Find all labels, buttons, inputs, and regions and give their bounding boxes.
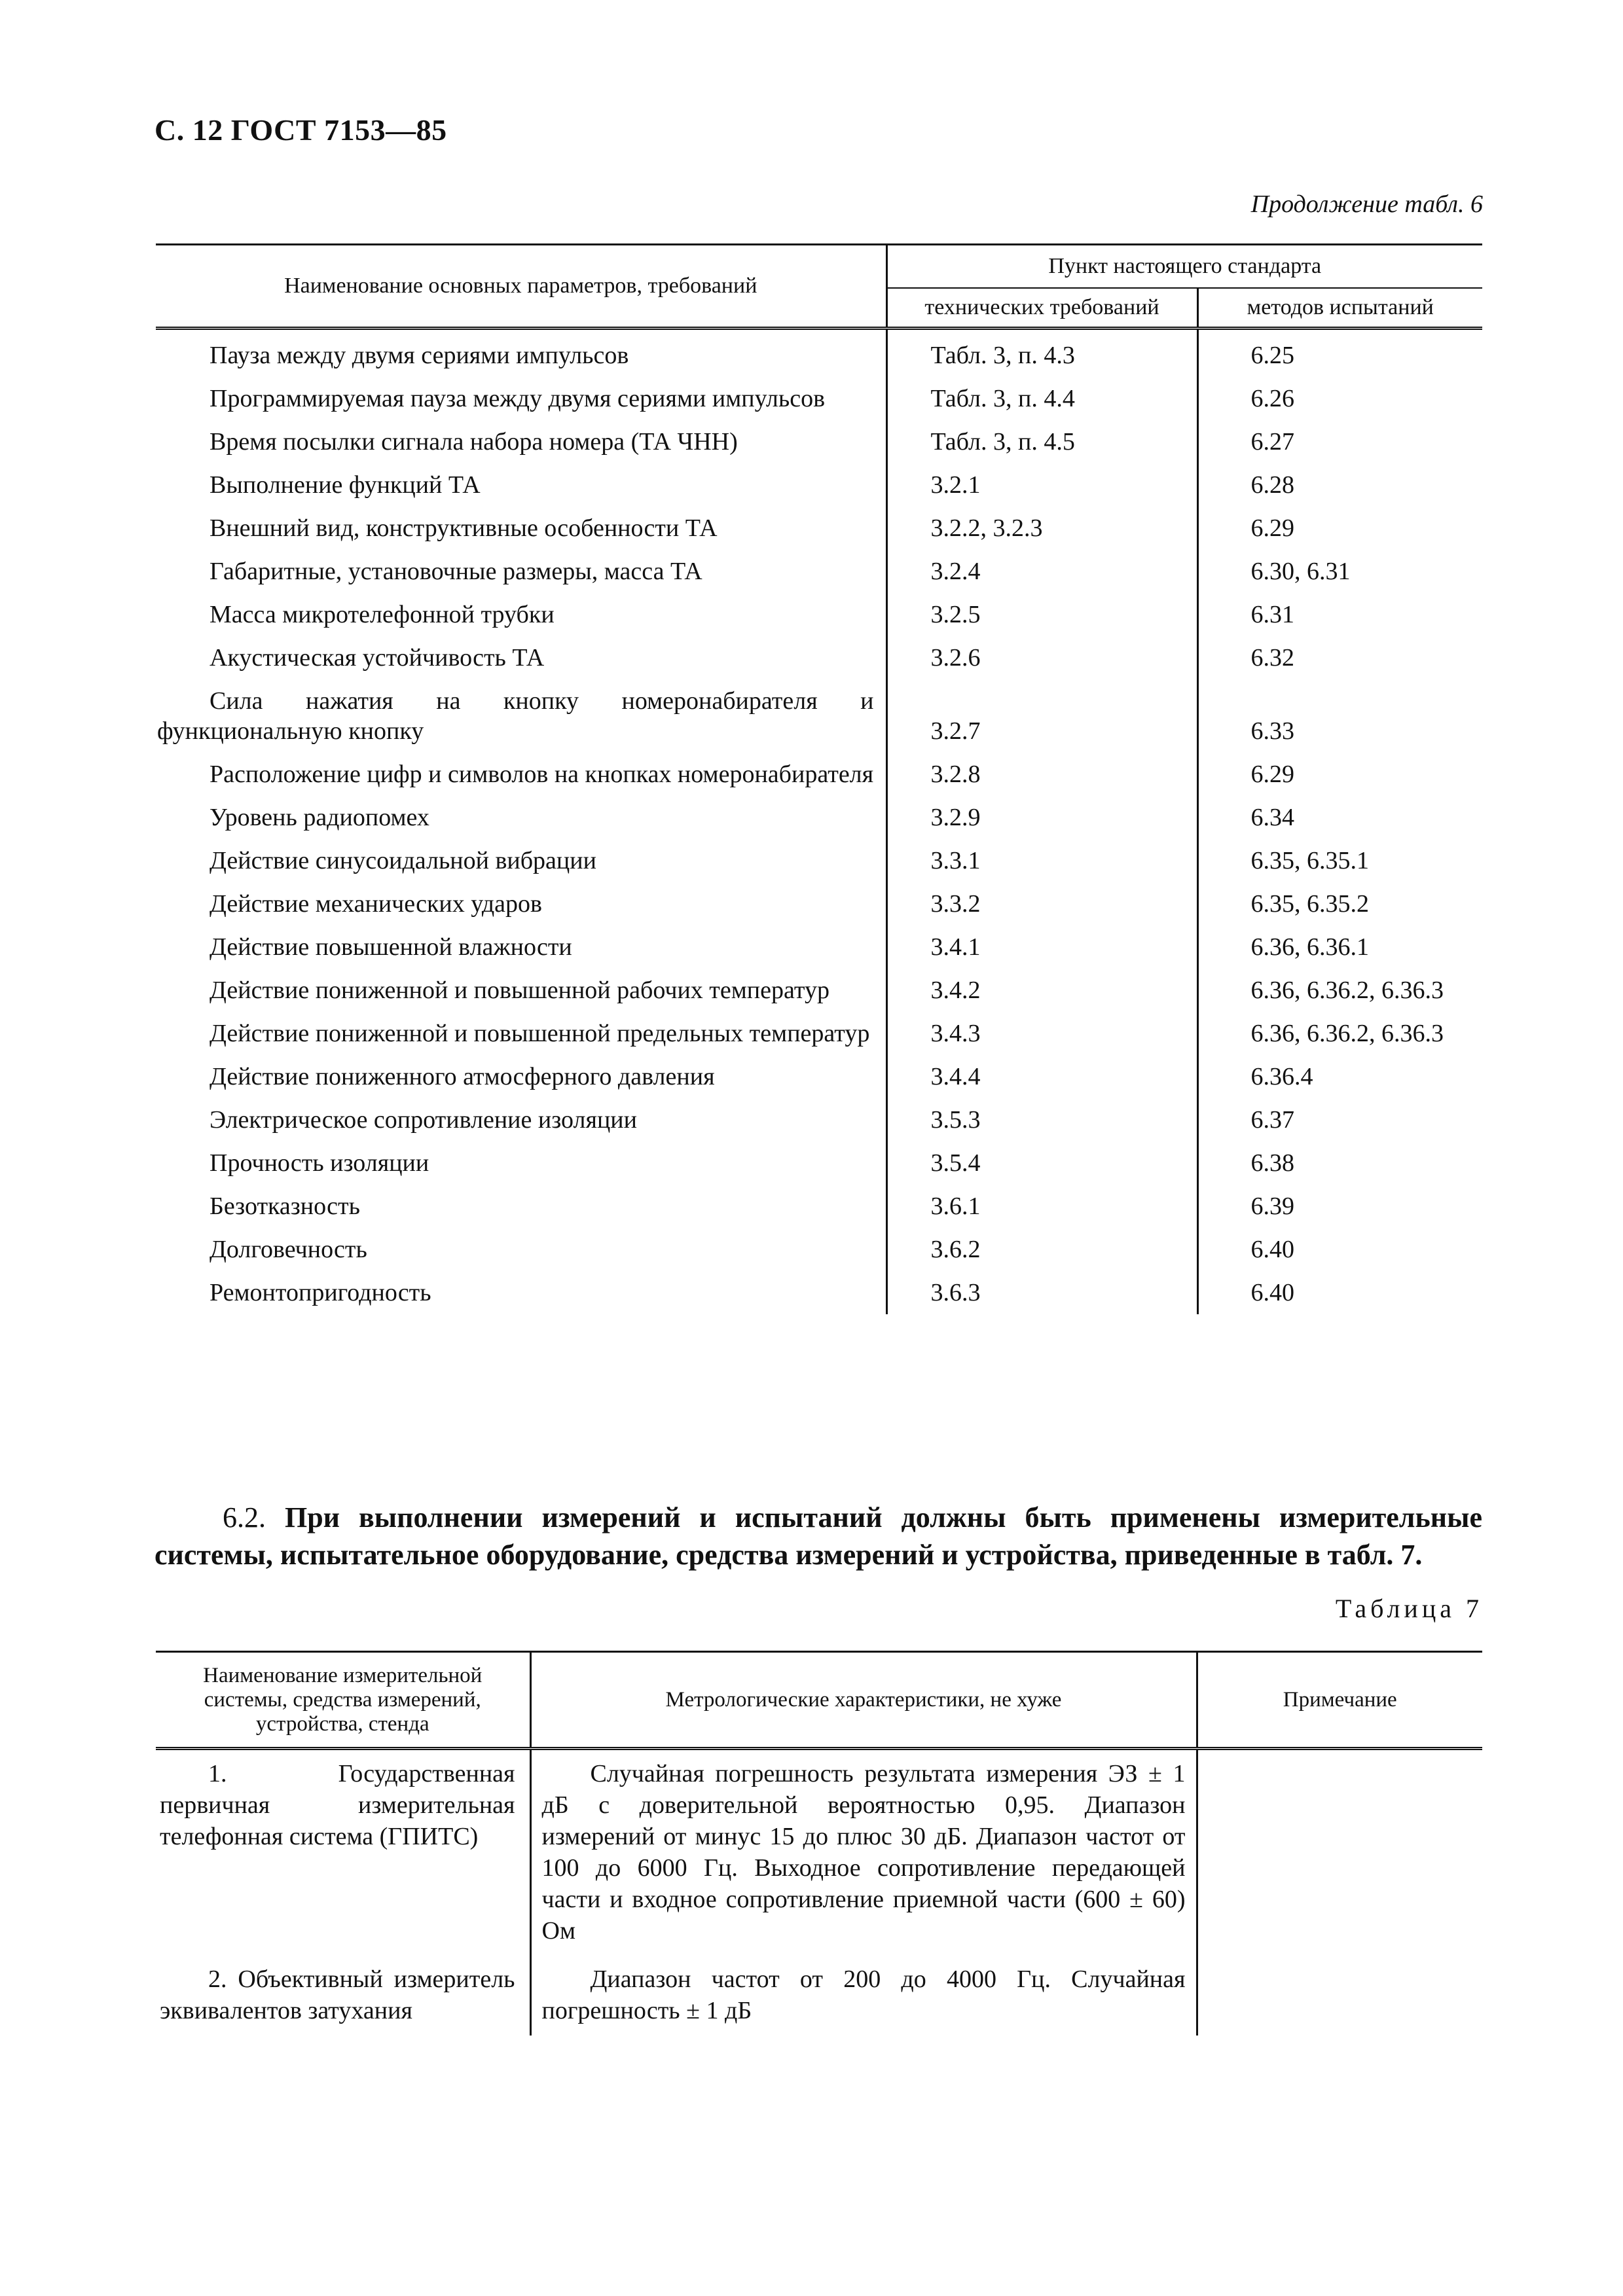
table-row <box>156 1228 1482 1271</box>
table-row <box>156 463 1482 507</box>
parameter-name: Сила нажатия на кнопку номеронабирателя и функциональную кнопку <box>157 687 874 745</box>
table-6 <box>156 243 1482 1314</box>
tech-requirements-clause: 3.4.1 <box>886 925 1197 969</box>
column-header-test-methods: методов испытаний <box>1197 288 1482 329</box>
table-row <box>156 593 1482 636</box>
table-row <box>156 839 1482 882</box>
tech-requirements-clause: 3.3.1 <box>886 839 1197 882</box>
tech-requirements-clause: 3.2.2, 3.2.3 <box>886 507 1197 550</box>
test-methods-clause: 6.38 <box>1197 1141 1482 1185</box>
test-methods-clause: 6.40 <box>1197 1271 1482 1314</box>
table-row <box>156 1956 1482 2036</box>
parameter-name: Масса микротелефонной трубки <box>210 601 555 628</box>
table-row <box>156 796 1482 839</box>
table-7-body <box>156 1749 1482 2036</box>
test-methods-clause: 6.26 <box>1197 377 1482 420</box>
parameter-name: Электрическое сопротивление изоляции <box>210 1106 637 1134</box>
table-row <box>156 420 1482 463</box>
page-header: С. 12 ГОСТ 7153—85 <box>155 113 447 147</box>
test-methods-clause: 6.36, 6.36.1 <box>1197 925 1482 969</box>
test-methods-clause: 6.31 <box>1197 593 1482 636</box>
tech-requirements-clause: 3.2.4 <box>886 550 1197 593</box>
parameter-name: Действие механических ударов <box>210 890 542 918</box>
table-row <box>156 636 1482 679</box>
column-header-system-name: Наименование измерительной системы, средства измерений, устройства, стенда <box>203 1663 483 1736</box>
tech-requirements-clause: 3.2.8 <box>886 753 1197 796</box>
test-methods-clause: 6.29 <box>1197 507 1482 550</box>
paragraph-number: 6.2. <box>223 1501 266 1534</box>
table-7-label: Таблица 7 <box>1335 1594 1483 1623</box>
table-6-body <box>156 329 1482 1315</box>
tech-requirements-clause: 3.2.1 <box>886 463 1197 507</box>
parameter-name: Действие пониженного атмосферного давления <box>210 1063 715 1090</box>
metrological-characteristics: Случайная погрешность результата измерения ЭЗ ± 1 дБ с доверительной вероятностью 0,95. Диапазон измерений от минус 15 до плюс 30 дБ. Диапазон частот от 100 до 6000 Гц. Выходное сопротивление передающей части и входное сопротивление приемной части (600 ± 60) Ом <box>530 1749 1197 1956</box>
tech-requirements-clause: Табл. 3, п. 4.3 <box>886 329 1197 378</box>
system-name: 1. Государственная первичная измерительная телефонная система (ГПИТС) <box>160 1760 515 1850</box>
tech-requirements-clause: Табл. 3, п. 4.5 <box>886 420 1197 463</box>
tech-requirements-clause: 3.2.6 <box>886 636 1197 679</box>
note <box>1197 1749 1482 1956</box>
test-methods-clause: 6.30, 6.31 <box>1197 550 1482 593</box>
parameter-name: Ремонтопригодность <box>210 1279 431 1306</box>
test-methods-clause: 6.27 <box>1197 420 1482 463</box>
test-methods-clause: 6.36.4 <box>1197 1055 1482 1098</box>
tech-requirements-clause: 3.4.4 <box>886 1055 1197 1098</box>
parameter-name: Выполнение функций ТА <box>210 471 481 499</box>
test-methods-clause: 6.29 <box>1197 753 1482 796</box>
tech-requirements-clause: 3.2.9 <box>886 796 1197 839</box>
parameter-name: Действие пониженной и повышенной рабочих температур <box>210 977 830 1004</box>
table-row <box>156 925 1482 969</box>
table-row <box>156 882 1482 925</box>
test-methods-clause: 6.35, 6.35.2 <box>1197 882 1482 925</box>
parameter-name: Действие повышенной влажности <box>210 933 572 961</box>
table-row <box>156 1012 1482 1055</box>
table-row <box>156 1749 1482 1956</box>
parameter-name: Безотказность <box>210 1193 360 1220</box>
table-row <box>156 507 1482 550</box>
tech-requirements-clause: 3.5.3 <box>886 1098 1197 1141</box>
test-methods-clause: 6.35, 6.35.1 <box>1197 839 1482 882</box>
table-row <box>156 679 1482 753</box>
parameter-name: Время посылки сигнала набора номера (ТА ЧНН) <box>210 428 738 456</box>
table-row <box>156 1185 1482 1228</box>
table-row <box>156 1098 1482 1141</box>
tech-requirements-clause: 3.5.4 <box>886 1141 1197 1185</box>
column-header-parameter: Наименование основных параметров, требований <box>284 274 757 298</box>
column-header-tech-requirements: технических требований <box>886 288 1197 329</box>
tech-requirements-clause: Табл. 3, п. 4.4 <box>886 377 1197 420</box>
test-methods-clause: 6.36, 6.36.2, 6.36.3 <box>1197 969 1482 1012</box>
parameter-name: Действие синусоидальной вибрации <box>210 847 596 874</box>
table-row <box>156 969 1482 1012</box>
test-methods-clause: 6.40 <box>1197 1228 1482 1271</box>
tech-requirements-clause: 3.6.3 <box>886 1271 1197 1314</box>
parameter-name: Расположение цифр и символов на кнопках номеронабирателя <box>210 761 874 788</box>
table-row <box>156 1141 1482 1185</box>
table-row <box>156 1271 1482 1314</box>
test-methods-clause: 6.32 <box>1197 636 1482 679</box>
test-methods-clause: 6.25 <box>1197 329 1482 378</box>
tech-requirements-clause: 3.4.2 <box>886 969 1197 1012</box>
parameter-name: Программируемая пауза между двумя сериями импульсов <box>210 385 826 412</box>
parameter-name: Внешний вид, конструктивные особенности ТА <box>210 514 718 542</box>
parameter-name: Габаритные, установочные размеры, масса ТА <box>210 558 702 585</box>
note <box>1197 1956 1482 2036</box>
parameter-name: Акустическая устойчивость ТА <box>210 644 545 672</box>
test-methods-clause: 6.36, 6.36.2, 6.36.3 <box>1197 1012 1482 1055</box>
tech-requirements-clause: 3.6.2 <box>886 1228 1197 1271</box>
test-methods-clause: 6.37 <box>1197 1098 1482 1141</box>
table-row <box>156 753 1482 796</box>
test-methods-clause: 6.28 <box>1197 463 1482 507</box>
tech-requirements-clause: 3.2.7 <box>886 679 1197 753</box>
metrological-characteristics: Диапазон частот от 200 до 4000 Гц. Случайная погрешность ± 1 дБ <box>530 1956 1197 2036</box>
tech-requirements-clause: 3.6.1 <box>886 1185 1197 1228</box>
paragraph-text: При выполнении измерений и испытаний должны быть применены измерительные системы, испытательное оборудование, средства измерений и устройства, приведенные в табл. 7. <box>155 1501 1482 1571</box>
column-header-note: Примечание <box>1197 1652 1482 1749</box>
table-row <box>156 329 1482 378</box>
parameter-name: Действие пониженной и повышенной предельных температур <box>210 1020 870 1047</box>
parameter-name: Пауза между двумя сериями импульсов <box>210 342 629 369</box>
system-name: 2. Объективный измеритель эквивалентов затухания <box>160 1965 515 2024</box>
tech-requirements-clause: 3.4.3 <box>886 1012 1197 1055</box>
table-row <box>156 550 1482 593</box>
parameter-name: Уровень радиопомех <box>210 804 429 831</box>
column-header-metrological: Метрологические характеристики, не хуже <box>530 1652 1197 1749</box>
test-methods-clause: 6.33 <box>1197 679 1482 753</box>
column-header-standard-clause: Пункт настоящего стандарта <box>886 245 1482 289</box>
tech-requirements-clause: 3.3.2 <box>886 882 1197 925</box>
table-row <box>156 377 1482 420</box>
parameter-name: Прочность изоляции <box>210 1149 429 1177</box>
test-methods-clause: 6.39 <box>1197 1185 1482 1228</box>
test-methods-clause: 6.34 <box>1197 796 1482 839</box>
paragraph-6-2 <box>155 1499 1482 1573</box>
table-continuation-label: Продолжение табл. 6 <box>1250 190 1483 218</box>
table-row <box>156 1055 1482 1098</box>
parameter-name: Долговечность <box>210 1236 367 1263</box>
tech-requirements-clause: 3.2.5 <box>886 593 1197 636</box>
table-7 <box>156 1651 1482 2036</box>
